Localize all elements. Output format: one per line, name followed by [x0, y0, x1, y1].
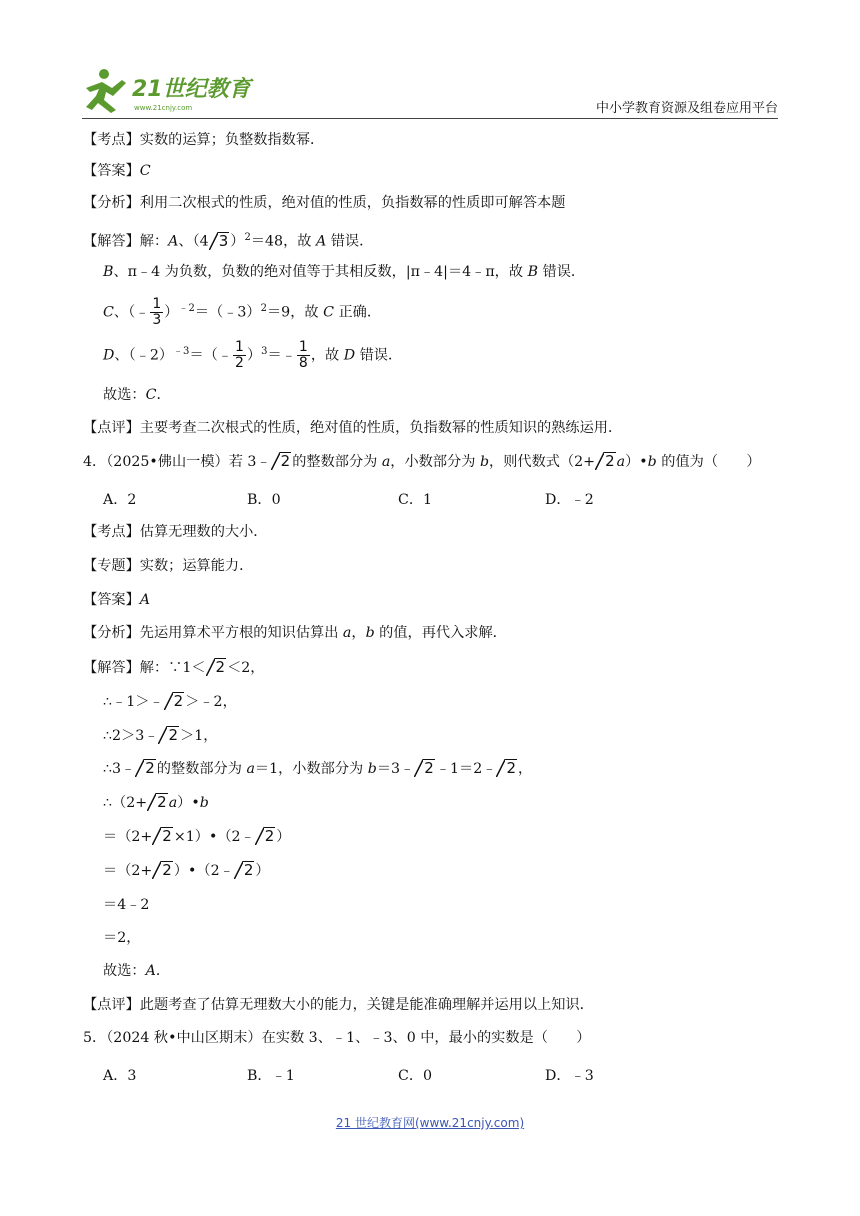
q4-choice: 故选：A． [103, 963, 171, 979]
logo-url: www.21cnjy.com [134, 104, 193, 112]
q3-answer: 【答案】C [83, 163, 151, 179]
q4-step-3: ∴2＞3﹣ 2 ＞1， [103, 726, 218, 744]
q5-option-b: B．﹣1 [247, 1068, 295, 1084]
logo-text: 21世纪教育 [132, 77, 251, 102]
q4-step-2: ∴﹣1＞﹣ 2 ＞﹣2， [103, 692, 237, 710]
fraction-one-half: $\frac{1}{2}$ [235, 339, 244, 372]
footer-link[interactable]: 21 世纪教育网(www.21cnjy.com) [335, 1116, 525, 1130]
fraction-one-third: $\frac{1}{3}$ [152, 296, 162, 329]
q4-option-c: C．1 [398, 492, 433, 508]
logo [82, 66, 272, 116]
q4-step-7: ＝（2+ 2 ）•（2﹣ 2 ） [103, 861, 270, 879]
q5-option-d: D．﹣3 [545, 1068, 594, 1084]
q5-stem: 5．（2024 秋•中山区期末）在实数 3、﹣1、﹣3、0 中，最小的实数是（ ） [83, 1030, 591, 1046]
q3-analysis: 【分析】利用二次根式的性质，绝对值的性质，负指数幂的性质即可解答本题 [83, 195, 566, 211]
q4-analysis: 【分析】先运用算术平方根的知识估算出 a，b 的值，再代入求解． [83, 625, 507, 641]
q3-solution-b: B、π﹣4 为负数，负数的绝对值等于其相反数，|π﹣4|＝4﹣π，故 B 错误． [103, 264, 586, 280]
q4-option-d: D．﹣2 [545, 492, 594, 508]
q3-solution-c: C、（﹣ $\frac{1}{3}$ ）$^{﹣2}$＝（﹣3）$^2$＝9，故 C 正确． [103, 296, 382, 329]
header-divider [82, 118, 778, 119]
platform-title: 中小学教育资源及组卷应用平台 [595, 101, 778, 116]
q3-solution-d: D、（﹣2）$^{﹣3}$＝（﹣ $\frac{1}{2}$ ）$^3$＝﹣ $\frac{1}{8}$ ，故 D 错误． [103, 339, 403, 372]
q4-step-6: ＝（2+ 2 ×1）•（2﹣ 2 ） [103, 827, 291, 845]
q4-option-a: A．2 [103, 492, 137, 508]
q3-solution-a: 【解答】解：A、（4 3 ）$^2$＝48，故 A 错误． [83, 231, 374, 250]
q5-option-c: C．0 [398, 1068, 433, 1084]
runner-icon [86, 69, 126, 113]
q4-kaodian: 【考点】估算无理数的大小． [83, 524, 268, 540]
q4-option-b: B．0 [247, 492, 281, 508]
q4-step-1: 【解答】解：∵1＜ 2 ＜2， [83, 658, 265, 676]
q4-zhuanti: 【专题】实数；运算能力． [83, 558, 254, 574]
q3-kaodian: 【考点】实数的运算；负整数指数幂． [83, 132, 325, 148]
page-header [82, 66, 778, 118]
q4-answer: 【答案】A [83, 592, 151, 608]
q4-step-9: ＝2， [103, 930, 141, 946]
q4-step-8: ＝4﹣2 [103, 897, 150, 913]
fraction-one-eighth: $\frac{1}{8}$ [298, 339, 308, 372]
sqrt-3: 3 [209, 232, 230, 250]
q4-comment: 【点评】此题考查了估算无理数大小的能力，关键是能准确理解并运用以上知识． [83, 997, 594, 1013]
q3-choice: 故选：C． [103, 387, 171, 403]
q5-option-a: A．3 [103, 1068, 137, 1084]
q3-comment: 【点评】主要考查二次根式的性质，绝对值的性质，负指数幂的性质知识的熟练运用． [83, 420, 623, 436]
q4-step-4: ∴3﹣ 2 的整数部分为 a＝1，小数部分为 b＝3﹣ 2 ﹣1＝2﹣ 2 ， [103, 759, 533, 777]
q4-step-5: ∴（2+ 2 a）•b [103, 793, 209, 811]
q4-stem: 4．（2025•佛山一模）若 3﹣ 2 的整数部分为 a，小数部分为 b，则代数式（2+ 2 a）•b 的值为（ ） [83, 452, 761, 470]
